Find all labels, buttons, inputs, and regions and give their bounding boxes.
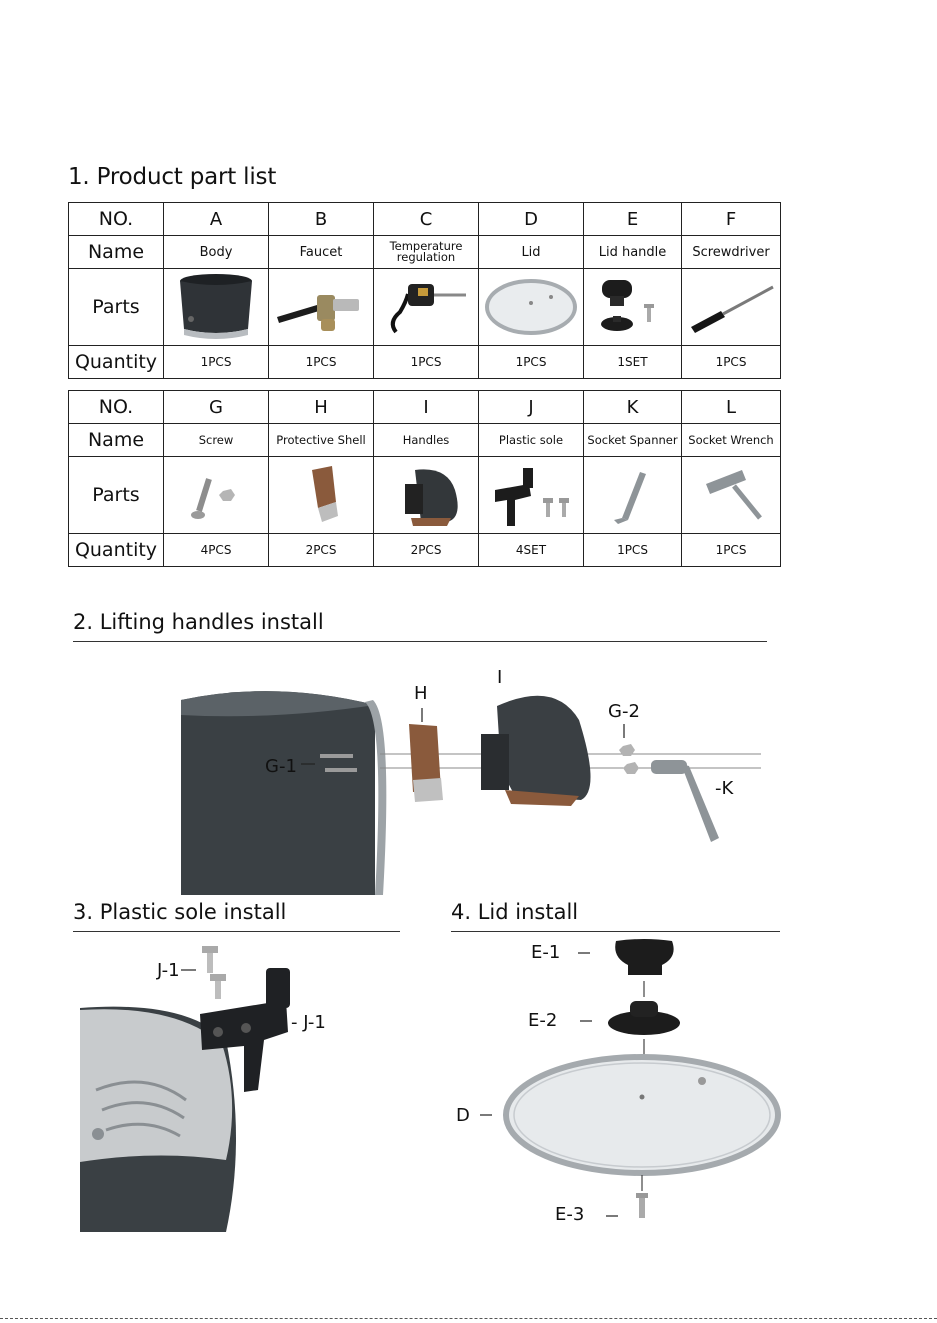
part-no: F: [682, 203, 781, 236]
part-name: Handles: [374, 424, 479, 457]
screwdriver-icon: [682, 269, 781, 346]
part-quantity: 4SET: [479, 534, 584, 567]
part-no: J: [479, 391, 584, 424]
part-no: K: [584, 391, 682, 424]
callout-j1-sole: - J-1: [291, 1012, 326, 1033]
part-quantity: 1PCS: [584, 534, 682, 567]
row-label-quantity: Quantity: [69, 534, 164, 567]
part-no: C: [374, 203, 479, 236]
callout-i: I: [497, 667, 503, 688]
part-no: B: [269, 203, 374, 236]
part-name: Socket Wrench: [682, 424, 781, 457]
row-label-name: Name: [69, 424, 164, 457]
callout-e1: E-1: [531, 942, 561, 963]
lid-install-diagram: [440, 935, 785, 1235]
part-quantity: 4PCS: [164, 534, 269, 567]
lid-knob-icon: [584, 269, 682, 346]
thermostat-icon: [374, 269, 479, 346]
parts-table-1: [68, 202, 781, 379]
callout-e2: E-2: [528, 1010, 558, 1031]
part-name: Socket Spanner: [584, 424, 682, 457]
part-name: Plastic sole: [479, 424, 584, 457]
part-no: I: [374, 391, 479, 424]
part-name: Screwdriver: [682, 236, 781, 269]
section-title-lid-install: 4. Lid install: [451, 900, 579, 924]
part-no: D: [479, 203, 584, 236]
section-divider: [73, 641, 767, 642]
callout-d: D: [456, 1105, 470, 1126]
socket-spanner-icon: [584, 457, 682, 534]
part-no: E: [584, 203, 682, 236]
part-quantity: 2PCS: [374, 534, 479, 567]
callout-e3: E-3: [555, 1204, 585, 1225]
part-quantity: 1SET: [584, 346, 682, 379]
protective-shell-icon: [269, 457, 374, 534]
part-quantity: 2PCS: [269, 534, 374, 567]
page-cut-line: [0, 1318, 937, 1319]
part-name: Lid handle: [584, 236, 682, 269]
part-quantity: 1PCS: [269, 346, 374, 379]
section-divider: [73, 931, 400, 932]
plastic-sole-diagram: [76, 940, 406, 1235]
part-quantity: 1PCS: [682, 534, 781, 567]
socket-wrench-icon: [682, 457, 781, 534]
part-name: Lid: [479, 236, 584, 269]
part-quantity: 1PCS: [479, 346, 584, 379]
callout-h: H: [414, 683, 428, 704]
parts-table-2: [68, 390, 781, 567]
callout-k: -K: [715, 778, 734, 799]
part-name: Screw: [164, 424, 269, 457]
callout-j1-screw: J-1: [157, 960, 180, 981]
section-title-plastic-sole: 3. Plastic sole install: [73, 900, 287, 924]
part-name: Temperature regulation: [374, 236, 479, 269]
part-name: Protective Shell: [269, 424, 374, 457]
row-label-no: NO.: [69, 391, 164, 424]
glass-lid-icon: [479, 269, 584, 346]
callout-g2: G-2: [608, 701, 640, 722]
handle-icon: [374, 457, 479, 534]
part-no: H: [269, 391, 374, 424]
part-no: G: [164, 391, 269, 424]
callout-g1: G-1: [265, 756, 297, 777]
row-label-parts: Parts: [69, 457, 164, 534]
pot-body-icon: [164, 269, 269, 346]
part-name: Faucet: [269, 236, 374, 269]
row-label-name: Name: [69, 236, 164, 269]
section-divider: [451, 931, 780, 932]
part-quantity: 1PCS: [164, 346, 269, 379]
row-label-quantity: Quantity: [69, 346, 164, 379]
part-no: A: [164, 203, 269, 236]
part-quantity: 1PCS: [374, 346, 479, 379]
section-title-part-list: 1. Product part list: [68, 164, 277, 190]
faucet-icon: [269, 269, 374, 346]
row-label-no: NO.: [69, 203, 164, 236]
part-quantity: 1PCS: [682, 346, 781, 379]
section-title-lifting-handles: 2. Lifting handles install: [73, 610, 324, 634]
lifting-handles-diagram: [175, 660, 775, 895]
plastic-sole-icon: [479, 457, 584, 534]
screw-icon: [164, 457, 269, 534]
part-no: L: [682, 391, 781, 424]
part-name: Body: [164, 236, 269, 269]
row-label-parts: Parts: [69, 269, 164, 346]
